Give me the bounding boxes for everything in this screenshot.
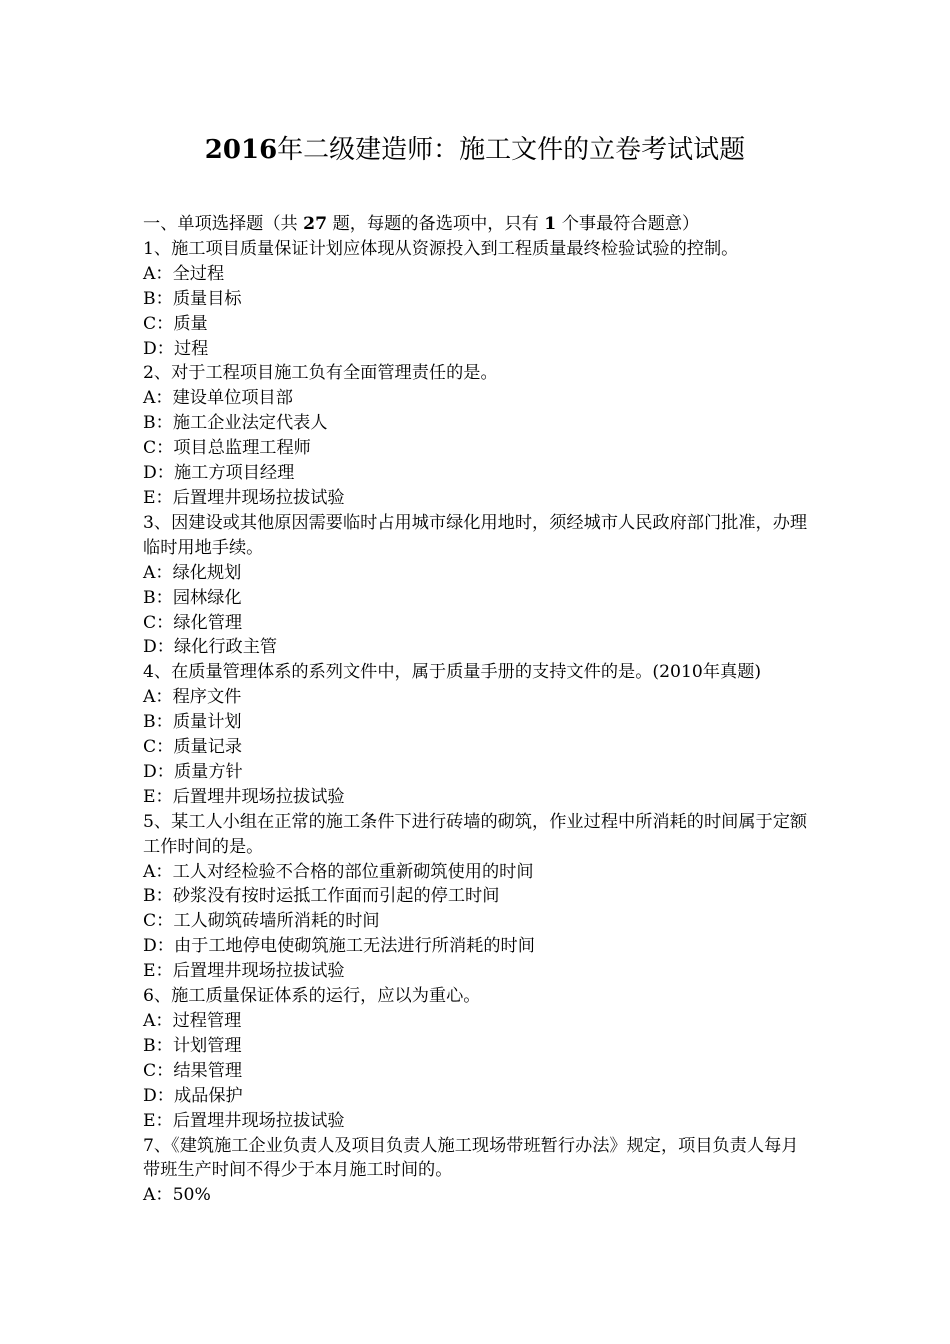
option-b: B：计划管理	[143, 1035, 242, 1056]
question-4	[143, 660, 815, 809]
section-heading: 一、单项选择题（共 27 题，每题的备选项中，只有 1 个事最符合题意）	[143, 214, 700, 234]
option-d: D：成品保护	[143, 1085, 243, 1106]
question-7	[143, 1134, 815, 1209]
option-a: A：50%	[143, 1185, 211, 1206]
option-b: B：质量目标	[143, 288, 242, 309]
title-text: 年二级建造师：施工文件的立卷考试试题	[277, 135, 746, 165]
option-d: D：过程	[143, 338, 209, 359]
question-2	[143, 361, 815, 510]
option-b: B：砂浆没有按时运抵工作面而引起的停工时间	[143, 886, 500, 907]
option-c: C：工人砌筑砖墙所消耗的时间	[143, 911, 380, 932]
option-e: E：后置埋井现场拉拔试验	[143, 961, 345, 982]
option-c: C：项目总监理工程师	[143, 438, 311, 459]
option-e: E：后置埋井现场拉拔试验	[143, 1110, 345, 1131]
question-stem: 3、因建设或其他原因需要临时占用城市绿化用地时，须经城市人民政府部门批准，办理临时用地手续。	[143, 512, 808, 558]
option-d: D：绿化行政主管	[143, 637, 278, 658]
document-body	[143, 212, 815, 1208]
question-stem: 4、在质量管理体系的系列文件中，属于质量手册的支持文件的是。(2010年真题)	[143, 662, 762, 683]
option-a: A：绿化规划	[143, 562, 242, 583]
option-a: A：工人对经检验不合格的部位重新砌筑使用的时间	[143, 861, 534, 882]
title-year: 2016	[204, 135, 278, 165]
question-3	[143, 511, 815, 660]
option-e: E：后置埋井现场拉拔试验	[143, 786, 345, 807]
option-c: C：结果管理	[143, 1060, 243, 1081]
option-b: B：质量计划	[143, 712, 242, 733]
question-1	[143, 237, 815, 362]
option-c: C：绿化管理	[143, 612, 243, 633]
option-a: A：程序文件	[143, 687, 242, 708]
option-e: E：后置埋井现场拉拔试验	[143, 487, 345, 508]
option-d: D：质量方针	[143, 761, 243, 782]
option-b: B：园林绿化	[143, 587, 242, 608]
option-d: D：由于工地停电使砌筑施工无法进行所消耗的时间	[143, 936, 535, 957]
option-c: C：质量	[143, 313, 208, 334]
question-stem: 5、某工人小组在正常的施工条件下进行砖墙的砌筑，作业过程中所消耗的时间属于定额工作时间的是。	[143, 811, 808, 857]
question-stem: 7、《建筑施工企业负责人及项目负责人施工现场带班暂行办法》规定，项目负责人每月带班生产时间不得少于本月施工时间的。	[143, 1135, 799, 1181]
question-6	[143, 984, 815, 1133]
option-a: A：过程管理	[143, 1011, 242, 1031]
question-stem: 1、施工项目质量保证计划应体现从资源投入到工程质量最终检验试验的控制。	[143, 238, 739, 259]
option-b: B：施工企业法定代表人	[143, 413, 328, 434]
option-c: C：质量记录	[143, 737, 243, 758]
question-stem: 2、对于工程项目施工负有全面管理责任的是。	[143, 363, 498, 384]
page-title	[0, 132, 950, 168]
question-stem: 6、施工质量保证体系的运行，应以为重心。	[143, 986, 481, 1007]
option-d: D：施工方项目经理	[143, 463, 295, 484]
option-a: A：全过程	[143, 263, 225, 284]
question-5	[143, 810, 815, 984]
option-a: A：建设单位项目部	[143, 388, 293, 409]
